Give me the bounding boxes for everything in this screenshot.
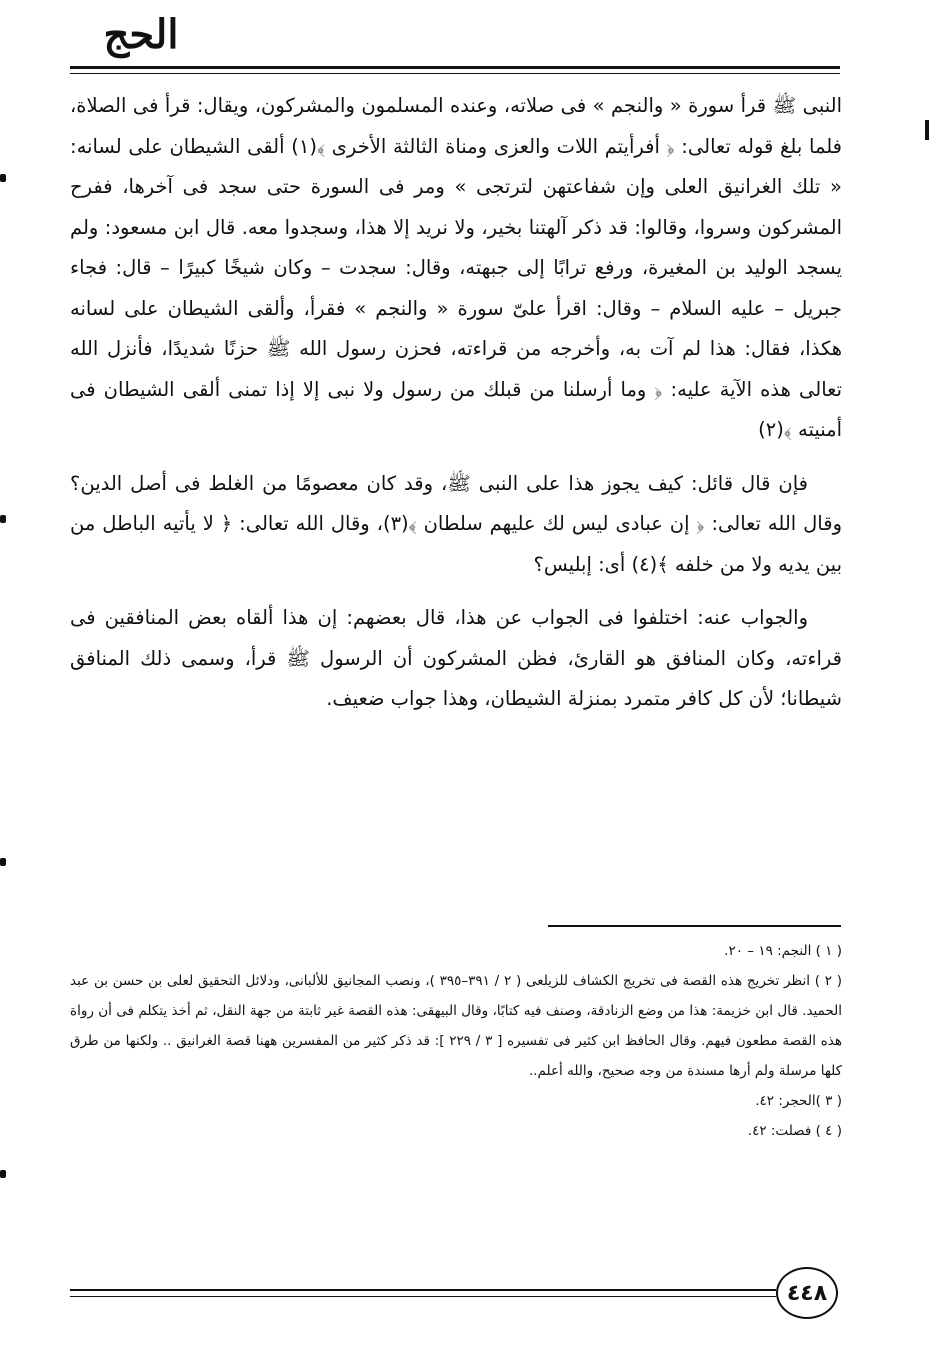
footnote: ( ١ ) النجم: ١٩ – ٢٠.	[724, 943, 842, 959]
paragraph: والجواب عنه: اختلفوا فى الجواب عن هذا، قال بعضهم: إن هذا ألقاه بعض المنافقين فى قراءته، وكان المنافق هو القارئ، فظن المشركون أن الرسول ﷺ قرأ، وسمى ذلك المنافق شيطانا؛ لأن كل كافر متمرد بمنزلة الشيطان، وهذا جواب ضعيف.	[70, 606, 842, 710]
page-number: ٤٤٨	[776, 1267, 838, 1319]
edge-mark	[0, 858, 6, 866]
edge-mark	[0, 1170, 6, 1178]
footnote: ( ٣ )الحجر: ٤٢.	[755, 1093, 842, 1109]
paragraph: فإن قال قائل: كيف يجوز هذا على النبى ﷺ، وقد كان معصومًا من الغلط فى أصل الدين؟ وقال الله تعالى: ﴿ إن عبادى ليس لك عليهم سلطان ﴾(٣)، وقال الله تعالى: ﴿ لا يأتيه الباطل من بين يديه ولا من خلفه ﴾(٤) أى: إبليس؟	[70, 471, 842, 576]
main-text	[70, 86, 842, 720]
header-rule-thin	[70, 73, 840, 74]
page-header-title: الحج	[103, 11, 179, 58]
header-rule-thick	[70, 66, 840, 69]
footnotes	[70, 936, 842, 1146]
edge-mark	[0, 174, 6, 182]
footnote: ( ٤ ) فصلت: ٤٢.	[747, 1123, 842, 1139]
footnote-separator	[548, 925, 841, 927]
footer-rule-thick	[70, 1289, 776, 1291]
edge-mark	[925, 120, 929, 140]
edge-mark	[0, 515, 6, 523]
footer-rule-thin	[70, 1296, 776, 1297]
paragraph: النبى ﷺ قرأ سورة « والنجم » فى صلاته، وعنده المسلمون والمشركون، ويقال: قرأ فى الصلاة، فلما بلغ قوله تعالى: ﴿ أفرأيتم اللات والعزى ومناة الثالثة الأخرى ﴾(١) ألقى الشيطان على لسانه: « تلك الغرانيق العلى وإن شفاعتهن لترتجى » ومر فى السورة حتى سجد فى آخرها، ففرح المشركون وسروا، وقالوا: قد ذكر آلهتنا بخير، ولا نريد إلا هذا، وسجدوا معه. قال ابن مسعود: ولم يسجد الوليد بن المغيرة، ورفع ترابًا إلى جبهته، وقال: سجدت – وكان شيخًا كبيرًا – قال: فجاء جبريل – عليه السلام – وقال: اقرأ علىّ سورة « والنجم » فقرأ، وألقى الشيطان على لسانه هكذا، فقال: هذا لم آت به، وأخرجه من قراءته، فحزن رسول الله ﷺ حزنًا شديدًا، فأنزل الله تعالى هذه الآية عليه: ﴿ وما أرسلنا من قبلك من رسول ولا نبى إلا إذا تمنى ألقى الشيطان فى أمنيته ﴾(٢)	[70, 94, 842, 441]
footnote: ( ٢ ) انظر تخريج هذه القصة فى تخريج الكشاف للزيلعى ( ٢ / ٣٩١–٣٩٥ )، ونصب المجانيق للألبانى، ودلائل التحقيق لعلى بن حسن بن عبد الحميد. قال ابن خزيمة: هذا من وضع الزنادقة، وصنف فيه كتابًا، وقال البيهقى: هذه القصة غير ثابتة من جهة النقل، ثم أخذ يتكلم فى أن رواة هذه القصة مطعون فيهم. وقال الحافظ ابن كثير فى تفسيره [ ٣ / ٢٢٩ ]: قد ذكر كثير من المفسرين ههنا قصة الغرانيق .. ولكنها من طرق كلها مرسلة ولم أرها مسندة من وجه صحيح، والله أعلم..	[70, 973, 842, 1079]
